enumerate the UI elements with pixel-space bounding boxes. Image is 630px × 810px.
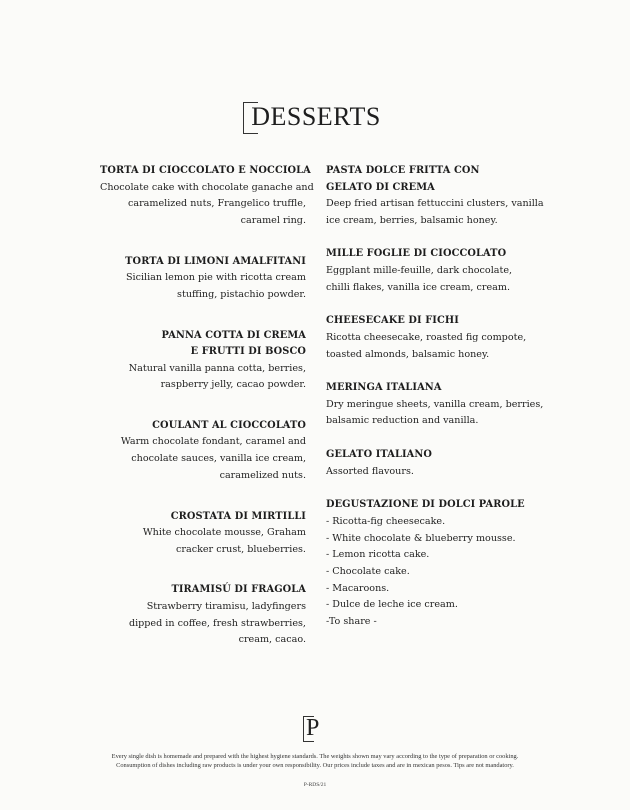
title-text: DESSERTS (251, 102, 381, 131)
menu-item-description-line: cracker crust, blueberries. (176, 543, 306, 555)
menu-item-description (100, 180, 314, 230)
menu-item-description-line: caramelized nuts. (219, 469, 306, 481)
menu-item-name-line: MILLE FOGLIE DI CIOCCOLATO (326, 248, 507, 260)
menu-item (100, 418, 306, 485)
menu-item (100, 509, 306, 559)
menu-item-name-line: GELATO ITALIANO (326, 449, 433, 461)
menu-item-description-line: caramel ring. (240, 214, 306, 226)
menu-item-description-line: chocolate sauces, vanilla ice cream, (131, 453, 306, 465)
page-title (245, 100, 385, 132)
menu-item-description (326, 464, 556, 481)
menu-item-name-line: CROSTATA DI MIRTILLI (170, 510, 306, 522)
menu-item-description (100, 361, 306, 394)
menu-item-name-line: PASTA DOLCE FRITTA CON (326, 165, 480, 176)
menu-item-description-line: - Dulce de leche ice cream. (326, 599, 458, 611)
menu-item-name (100, 509, 306, 526)
menu-item-name-line: GELATO DI CREMA (326, 181, 435, 193)
menu-item-name-line: TIRAMISÚ DI FRAGOLA (171, 584, 306, 596)
menu-item-description-line: Strawberry tiramisu, ladyfingers (146, 600, 306, 612)
menu-item-description-line: toasted almonds, balsamic honey. (326, 348, 490, 360)
menu-item-description (326, 263, 556, 296)
menu-item-description-line: White chocolate mousse, Graham (142, 527, 306, 539)
menu-item-description (100, 434, 306, 484)
menu-item-name (326, 163, 556, 196)
menu-item-name-line: TORTA DI CIOCCOLATO E NOCCIOLA (100, 165, 311, 176)
title-area (0, 100, 630, 132)
menu-item (326, 380, 556, 430)
menu-item-description-line: chilli flakes, vanilla ice cream, cream. (326, 281, 511, 293)
menu-item (326, 497, 556, 630)
menu-item-name (326, 246, 556, 263)
menu-item (100, 163, 314, 230)
menu-item-description-line: dipped in coffee, fresh strawberries, (128, 617, 306, 629)
footer-disclaimer (20, 753, 610, 770)
menu-item-name (100, 582, 306, 599)
menu-item-description-line: - Macaroons. (326, 582, 390, 594)
menu-item-description-line: caramelized nuts, Frangelico truffle, (128, 198, 306, 210)
menu-item-description (100, 525, 306, 558)
menu-item-description-line: stuffing, pistachio powder. (177, 288, 306, 300)
menu-item (100, 582, 306, 649)
menu-item (326, 246, 556, 296)
logo-letter: P (306, 715, 320, 741)
menu-item-name (100, 254, 306, 271)
menu-item-description-line: raspberry jelly, cacao powder. (160, 379, 306, 391)
page-code: P-RDS/21 (303, 782, 327, 788)
menu-item-name-line: E FRUTTI DI BOSCO (190, 346, 306, 358)
menu-item (100, 254, 306, 304)
menu-item-description-line: - Chocolate cake. (326, 565, 410, 577)
right-column (326, 163, 556, 648)
menu-item-name-line: COULANT AL CIOCCOLATO (152, 419, 306, 431)
menu-item-description-line: balsamic reduction and vanilla. (326, 415, 479, 427)
menu-item-name-line: TORTA DI LIMONI AMALFITANI (125, 255, 306, 267)
menu-item (100, 328, 306, 394)
footer-line: Every single dish is homemade and prepared with the highest hygiene standards. The weights shown may vary according to the type of preparation or cooking. (111, 753, 519, 760)
menu-item-description-line: cream, cacao. (238, 634, 306, 646)
restaurant-logo (298, 715, 328, 743)
menu-item-description (326, 330, 556, 363)
menu-item-description (100, 270, 306, 303)
menu-item-name-line: PANNA COTTA DI CREMA (161, 329, 306, 341)
menu-item-description-line: Sicilian lemon pie with ricotta cream (125, 272, 306, 284)
menu-item-description-line: ice cream, berries, balsamic honey. (326, 214, 498, 226)
menu-item (326, 447, 556, 480)
menu-item-description-line: Chocolate cake with chocolate ganache and (100, 181, 314, 193)
menu-item-description-line: Warm chocolate fondant, caramel and (120, 436, 306, 448)
footer-line: Consumption of dishes including raw products is under your own responsibility. Our prices include taxes and are in mexican pesos. Tips are not mandatory. (116, 761, 514, 769)
menu-item (326, 313, 556, 363)
title-bracket-ornament (243, 102, 258, 134)
menu-item-description-line: Deep fried artisan fettuccini clusters, vanilla (326, 198, 544, 209)
menu-item-description-line: Ricotta cheesecake, roasted fig compote, (326, 331, 527, 343)
menu-item-description (326, 196, 556, 229)
menu-item-description (326, 397, 556, 430)
menu-item-name (100, 328, 306, 361)
menu-item-name-line: CHEESECAKE DI FICHI (326, 315, 459, 327)
menu-item-description-line: - Ricotta-fig cheesecake. (326, 515, 446, 527)
menu-item-name (326, 497, 556, 514)
menu-item-name (326, 313, 556, 330)
menu-item-description-line: Dry meringue sheets, vanilla cream, berries, (326, 398, 544, 410)
menu-item (326, 163, 556, 229)
menu-item-description (100, 599, 306, 649)
menu-item-description-line: Natural vanilla panna cotta, berries, (128, 362, 306, 374)
menu-item-name (326, 447, 556, 464)
menu-item-name-line: DEGUSTAZIONE DI DOLCI PAROLE (326, 499, 525, 511)
left-column (100, 163, 314, 673)
menu-item-name (100, 163, 311, 180)
menu-item-description-line: Eggplant mille-feuille, dark chocolate, (326, 264, 513, 276)
menu-item-description-line: - Lemon ricotta cake. (326, 549, 430, 561)
menu-item-description-line: Assorted flavours. (326, 465, 414, 477)
menu-item-description-line: - White chocolate & blueberry mousse. (326, 532, 516, 544)
menu-item-name (326, 380, 556, 397)
menu-item-description (326, 514, 556, 631)
menu-item-description-line: -To share - (326, 616, 377, 628)
menu-item-name (100, 418, 306, 435)
menu-item-name-line: MERINGA ITALIANA (326, 382, 442, 394)
